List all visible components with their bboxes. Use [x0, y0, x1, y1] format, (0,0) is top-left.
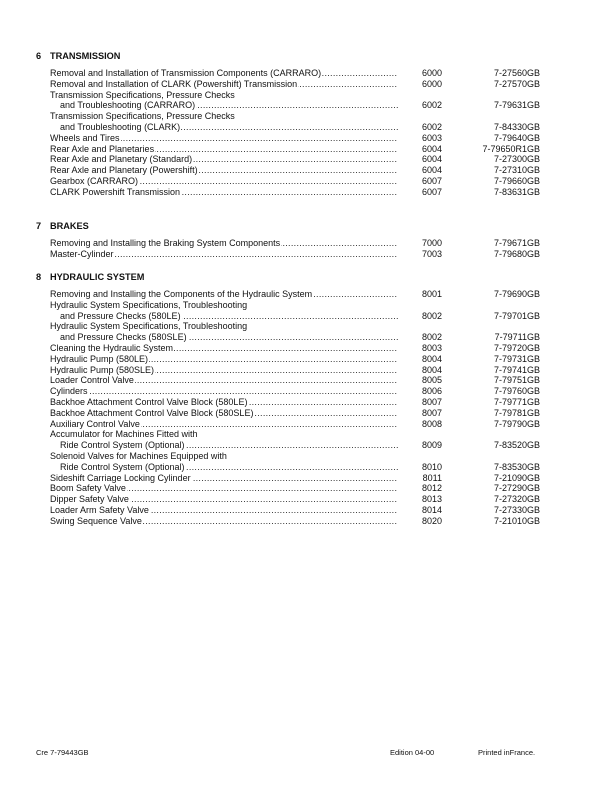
entry-page-number: 8011 [398, 473, 442, 484]
entry-document-code: 7-79671GB [493, 238, 540, 248]
entry-page-number: 8001 [398, 289, 442, 300]
entry-page-number: 8002 [398, 311, 442, 322]
toc-entry[interactable] [36, 505, 556, 516]
entry-title-line [50, 111, 442, 122]
entry-title-line [50, 473, 442, 484]
entry-page-number: 8004 [398, 354, 442, 365]
entry-page-number: 7003 [398, 249, 442, 260]
entry-page-number: 6007 [398, 187, 442, 198]
toc-entry[interactable] [36, 300, 556, 322]
entry-title-text: Hydraulic Pump (580SLE) [50, 364, 155, 375]
section-heading [36, 220, 556, 232]
entry-title-text: Swing Sequence Valve [50, 515, 142, 526]
toc-entry[interactable] [36, 111, 556, 133]
entry-title-text: Removing and Installing the Braking System Components [50, 238, 281, 248]
entry-page-number: 8005 [398, 375, 442, 386]
entry-document-code: 7-27290GB [493, 483, 540, 494]
toc-entry[interactable] [36, 165, 556, 176]
entry-page-number: 8013 [398, 494, 442, 505]
toc-entry[interactable] [36, 176, 556, 187]
entry-title-line [50, 397, 442, 408]
entry-document-code: 7-27310GB [493, 165, 540, 176]
entry-title-text: Hydraulic Pump (580LE) [50, 353, 149, 364]
entry-title-line [50, 238, 442, 249]
entry-document-code: 7-79631GB [493, 100, 540, 111]
entry-title-text: and Troubleshooting (CLARK) [60, 121, 181, 132]
entry-title-line [60, 122, 442, 133]
entry-title-text: Loader Arm Safety Valve [50, 504, 149, 515]
toc-entry[interactable] [36, 154, 556, 165]
entry-document-code: 7-79650R1GB [482, 143, 540, 154]
footer-document-code: Cre 7-79443GB [36, 748, 89, 757]
entry-document-code: 7-79741GB [493, 364, 540, 375]
toc-section [36, 50, 556, 198]
entry-page-number: 6002 [398, 122, 442, 133]
toc-entry[interactable] [36, 144, 556, 155]
entry-document-code: 7-79720GB [493, 342, 540, 353]
toc-section [36, 220, 556, 260]
toc-entry[interactable] [36, 429, 556, 451]
toc-entry[interactable] [36, 79, 556, 90]
toc-entry[interactable] [36, 343, 556, 354]
entry-title-line [50, 68, 442, 79]
entry-document-code: 7-79690GB [493, 289, 540, 299]
entry-title-text: Backhoe Attachment Control Valve Block (580LE) [50, 396, 248, 407]
entry-document-code: 7-79771GB [493, 396, 540, 407]
entry-title-line [60, 462, 442, 473]
entry-document-code: 7-79790GB [493, 418, 540, 429]
toc-entry[interactable] [36, 249, 556, 260]
entry-title-text: Dipper Safety Valve [50, 494, 129, 505]
entry-document-code: 7-27300GB [493, 154, 540, 165]
section-number: 7 [36, 221, 42, 231]
entry-page-number: 8012 [398, 483, 442, 494]
toc-section [36, 271, 556, 527]
entry-title-text: Gearbox (CARRARO) [50, 175, 139, 186]
entry-document-code: 7-84330GB [493, 121, 540, 132]
section-heading [36, 271, 556, 283]
entry-page-number: 6007 [398, 176, 442, 187]
entry-document-code: 7-79660GB [493, 175, 540, 186]
toc-entry[interactable] [36, 451, 556, 473]
entry-page-number: 8014 [398, 505, 442, 516]
entry-title-text: Rear Axle and Planetary (Powershift) [50, 165, 198, 176]
entry-title-text: Removal and Installation of CLARK (Powershift) Transmission [50, 78, 298, 89]
entry-title-line [50, 187, 442, 198]
entry-page-number: 7000 [398, 238, 442, 249]
section-heading [36, 50, 556, 62]
entry-title-line [50, 133, 442, 144]
footer-printed: Printed inFrance. [478, 748, 536, 757]
entry-document-code: 7-79760GB [493, 386, 540, 397]
entry-document-code: 7-79640GB [493, 132, 540, 143]
entry-document-code: 7-21010GB [493, 515, 540, 526]
entry-title-line [60, 311, 442, 322]
toc-entry[interactable] [36, 238, 556, 249]
entry-page-number: 8007 [398, 408, 442, 419]
toc-entry[interactable] [36, 68, 556, 79]
entry-page-number: 6003 [398, 133, 442, 144]
entry-title-text: Master-Cylinder [50, 248, 114, 259]
entry-title-line [50, 249, 442, 260]
entry-title-text: Transmission Specifications, Pressure Checks [50, 89, 235, 100]
toc-entry[interactable] [36, 419, 556, 430]
entry-page-number: 6000 [398, 79, 442, 90]
section-title: HYDRAULIC SYSTEM [50, 272, 145, 282]
entry-page-number: 6004 [398, 144, 442, 155]
entry-title-text: Ride Control System (Optional) [60, 461, 185, 472]
entry-document-code: 7-21090GB [493, 472, 540, 483]
entry-title-text: Rear Axle and Planetaries [50, 143, 155, 154]
entry-title-line [50, 386, 442, 397]
entry-title-line [50, 154, 442, 165]
entry-title-line [50, 321, 442, 332]
toc-entry[interactable] [36, 494, 556, 505]
entry-title-text: Ride Control System (Optional) [60, 440, 185, 451]
entry-title-text: and Pressure Checks (580LE) [60, 310, 181, 321]
entry-title-text: Hydraulic System Specifications, Troubleshooting [50, 321, 248, 332]
toc-entry[interactable] [36, 321, 556, 343]
entry-document-code: 7-79731GB [493, 353, 540, 364]
entry-title-text: Transmission Specifications, Pressure Checks [50, 111, 235, 122]
entry-title-line [50, 165, 442, 176]
entry-page-number: 6002 [398, 100, 442, 111]
footer-edition: Edition 04-00 [390, 748, 435, 757]
entry-page-number: 8020 [398, 516, 442, 527]
entry-title-text: Loader Control Valve [50, 375, 134, 386]
section-number: 6 [36, 51, 42, 61]
entry-title-text: Cleaning the Hydraulic System [50, 342, 174, 353]
entry-document-code: 7-79711GB [494, 332, 540, 343]
entry-title-text: Rear Axle and Planetary (Standard) [50, 154, 193, 165]
entry-title-line [50, 144, 442, 155]
entry-document-code: 7-27560GB [493, 68, 540, 78]
entry-page-number: 6004 [398, 154, 442, 165]
toc-entry[interactable] [36, 187, 556, 198]
entry-title-line [60, 440, 442, 451]
entry-page-number: 6004 [398, 165, 442, 176]
toc-entry[interactable] [36, 386, 556, 397]
entry-title-text: Removing and Installing the Components of the Hydraulic System [50, 289, 313, 299]
entry-title-line [50, 375, 442, 386]
entry-title-line [60, 332, 442, 343]
entry-document-code: 7-79751GB [493, 375, 540, 386]
entry-title-line [50, 176, 442, 187]
entry-title-line [50, 494, 442, 505]
toc-entry[interactable] [36, 397, 556, 408]
entry-title-text: and Troubleshooting (CARRARO) [60, 100, 196, 111]
entry-title-line [50, 419, 442, 430]
entry-title-text: Cylinders [50, 386, 88, 397]
entry-title-line [50, 354, 442, 365]
entry-title-line [50, 365, 442, 376]
toc-entry[interactable] [36, 289, 556, 300]
entry-page-number: 8002 [398, 332, 442, 343]
entry-title-line [50, 516, 442, 527]
entry-title-line [50, 483, 442, 494]
entry-title-text: Auxiliary Control Valve [50, 418, 140, 429]
entry-title-text: and Pressure Checks (580SLE) [60, 332, 187, 343]
entry-document-code: 7-79781GB [493, 407, 540, 418]
entry-title-text: Boom Safety Valve [50, 483, 126, 494]
entry-document-code: 7-83530GB [493, 461, 540, 472]
toc-entry[interactable] [36, 375, 556, 386]
toc-entry[interactable] [36, 354, 556, 365]
entry-page-number: 8004 [398, 365, 442, 376]
entry-title-line [50, 505, 442, 516]
entry-page-number: 8008 [398, 419, 442, 430]
section-number: 8 [36, 272, 42, 282]
entry-title-line [50, 79, 442, 90]
entry-page-number: 8007 [398, 397, 442, 408]
entry-title-text: CLARK Powershift Transmission [50, 186, 181, 197]
entry-page-number: 8006 [398, 386, 442, 397]
entry-title-line [50, 451, 442, 462]
section-title: TRANSMISSION [50, 51, 121, 61]
entry-document-code: 7-27570GB [493, 78, 540, 89]
toc-entry[interactable] [36, 365, 556, 376]
entry-document-code: 7-83631GB [493, 186, 540, 197]
entry-page-number: 8003 [398, 343, 442, 354]
entry-document-code: 7-83520GB [493, 440, 540, 451]
entry-page-number: 8010 [398, 462, 442, 473]
entry-title-line [60, 100, 442, 111]
entry-document-code: 7-79701GB [493, 310, 540, 321]
toc-entry[interactable] [36, 133, 556, 144]
entry-title-line [50, 90, 442, 101]
entry-page-number: 8009 [398, 440, 442, 451]
entry-title-line [50, 300, 442, 311]
section-title: BRAKES [50, 221, 89, 231]
entry-title-line [50, 343, 442, 354]
entry-page-number: 6000 [398, 68, 442, 79]
entry-title-line [50, 408, 442, 419]
toc-entry[interactable] [36, 473, 556, 484]
toc-entry[interactable] [36, 516, 556, 527]
entry-title-text: Backhoe Attachment Control Valve Block (580SLE) [50, 407, 254, 418]
entry-title-line [50, 289, 442, 300]
toc-entry[interactable] [36, 483, 556, 494]
entry-title-text: Hydraulic System Specifications, Troubleshooting [50, 299, 248, 310]
entry-document-code: 7-27320GB [493, 494, 540, 505]
entry-title-text: Accumulator for Machines Fitted with [50, 429, 198, 440]
entry-title-line [50, 429, 442, 440]
entry-title-text: Wheels and Tires [50, 132, 120, 143]
entry-title-text: Solenoid Valves for Machines Equipped with [50, 450, 227, 461]
entry-document-code: 7-79680GB [493, 248, 540, 259]
entry-document-code: 7-27330GB [493, 504, 540, 515]
toc-entry[interactable] [36, 408, 556, 419]
entry-title-text: Sideshift Carriage Locking Cylinder [50, 472, 191, 483]
entry-title-text: Removal and Installation of Transmission Components (CARRARO) [50, 68, 322, 78]
toc-entry[interactable] [36, 90, 556, 112]
